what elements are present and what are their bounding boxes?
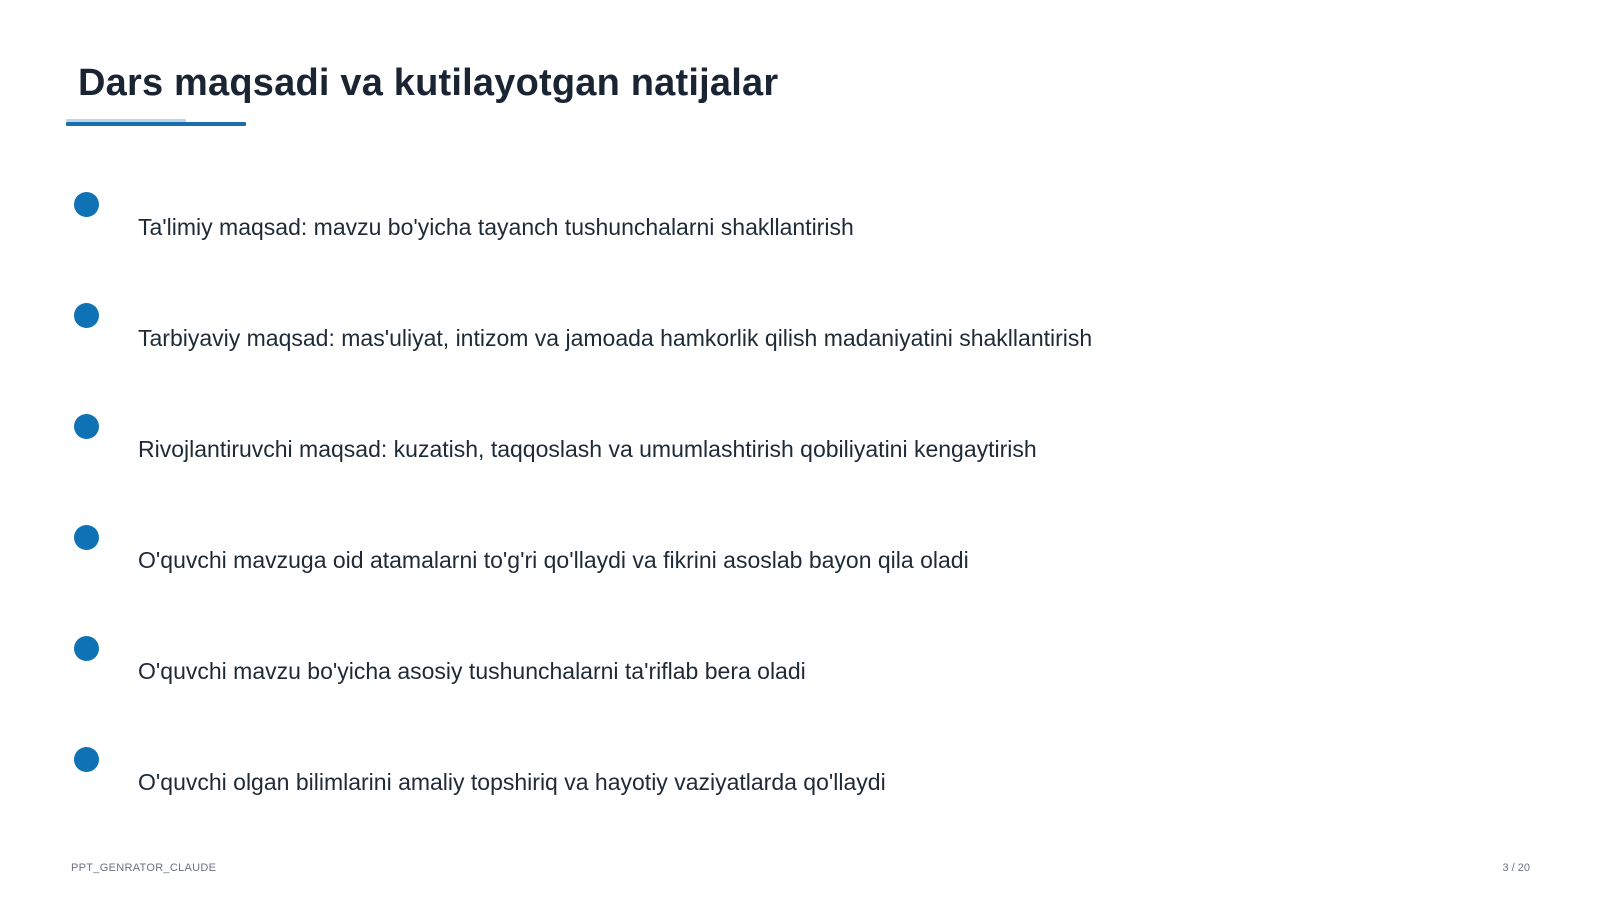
bullet-text: Tarbiyaviy maqsad: mas'uliyat, intizom va jamoada hamkorlik qilish madaniyatini shakllantirish — [138, 325, 1093, 351]
list-item — [74, 303, 1514, 383]
bullet-dot-icon — [74, 414, 99, 439]
list-item — [74, 525, 1514, 605]
list-item — [74, 192, 1514, 272]
bullet-dot-icon — [74, 747, 99, 772]
bullet-text: O'quvchi mavzuga oid atamalarni to'g'ri qo'llaydi va fikrini asoslab bayon qila oladi — [138, 547, 969, 573]
footer-source-label: PPT_GENRATOR_CLAUDE — [71, 862, 217, 874]
list-item — [74, 747, 1514, 827]
bullet-dot-icon — [74, 525, 99, 550]
bullet-text: Rivojlantiruvchi maqsad: kuzatish, taqqoslash va umumlashtirish qobiliyatini kengaytirish — [138, 436, 1037, 462]
bullet-dot-icon — [74, 303, 99, 328]
list-item — [74, 414, 1514, 494]
page-number: 3 / 20 — [1502, 862, 1530, 874]
bullet-dot-icon — [74, 636, 99, 661]
bullet-dot-icon — [74, 192, 99, 217]
bullet-text: Ta'limiy maqsad: mavzu bo'yicha tayanch tushunchalarni shakllantirish — [138, 214, 854, 240]
slide-title: Dars maqsadi va kutilayotgan natijalar — [78, 62, 779, 104]
list-item — [74, 636, 1514, 716]
bullet-text: O'quvchi olgan bilimlarini amaliy topshiriq va hayotiy vaziyatlarda qo'llaydi — [138, 769, 886, 795]
bullet-text: O'quvchi mavzu bo'yicha asosiy tushunchalarni ta'riflab bera oladi — [138, 658, 806, 684]
